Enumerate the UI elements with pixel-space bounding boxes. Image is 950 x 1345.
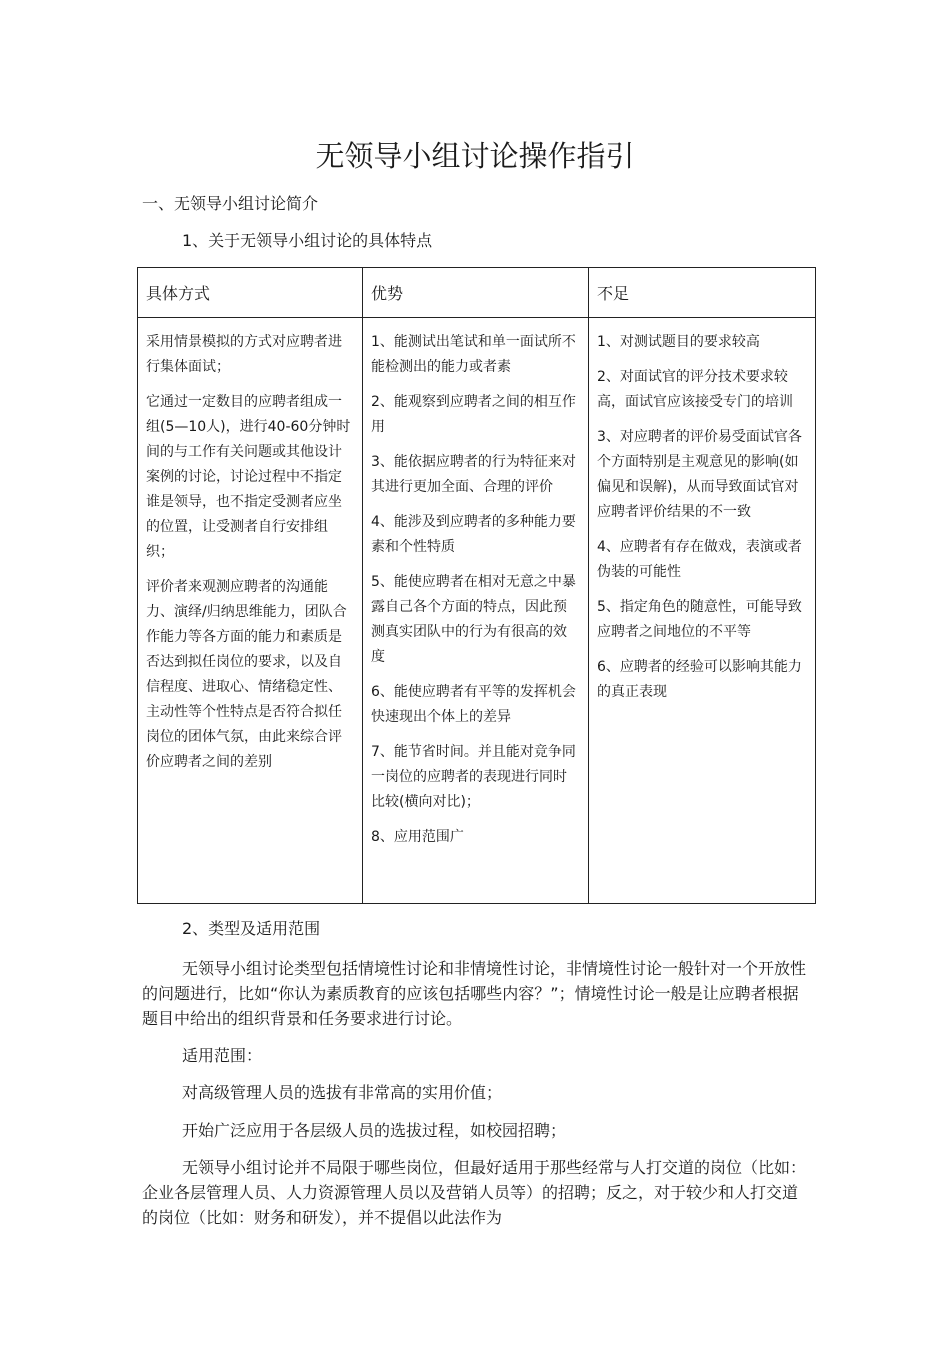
scope-label [142, 1043, 807, 1068]
scope-item-text: 对高级管理人员的选拔有非常高的实用价值； [182, 1083, 503, 1102]
advantage-item: 8、应用范围广 [371, 829, 464, 845]
disadvantage-item: 1、对测试题目的要求较高 [597, 334, 760, 350]
disadvantages-cell [589, 318, 816, 904]
method-paragraph: 它通过一定数目的应聘者组成一组(5—10人)，进行40-60分钟时间的与工作有关问题或其他设计案例的讨论，讨论过程中不指定谁是领导，也不指定受测者应坐的位置，让受测者自行安排组织； [146, 394, 351, 560]
document-title: 无领导小组讨论操作指引 [315, 139, 635, 173]
section-heading-intro: 一、无领导小组讨论简介 [142, 194, 319, 213]
advantage-item: 7、能节省时间。并且能对竞争同一岗位的应聘者的表现进行同时比较(横向对比)； [371, 744, 576, 810]
column-header-method: 具体方式 [138, 268, 363, 318]
subsection-heading-types: 2、类型及适用范围 [182, 919, 321, 938]
advantage-item: 1、能测试出笔试和单一面试所不能检测出的能力或者素 [371, 334, 576, 375]
column-header-disadvantages: 不足 [589, 268, 816, 318]
types-paragraph [142, 956, 807, 1031]
scope-item-text: 无领导小组讨论并不局限于哪些岗位，但最好适用于那些经常与人打交道的岗位（比如：企业各层管理人员、人力资源管理人员以及营销人员等）的招聘；反之，对于较少和人打交道的岗位（比如：财务和研发），并不提倡以此法作为 [142, 1158, 807, 1227]
disadvantage-item: 2、对面试官的评分技术要求较高，面试官应该接受专门的培训 [597, 369, 793, 410]
disadvantage-item: 5、指定角色的随意性，可能导致应聘者之间地位的不平等 [597, 599, 802, 640]
column-header-advantages: 优势 [363, 268, 589, 318]
types-text: 无领导小组讨论类型包括情境性讨论和非情境性讨论，非情境性讨论一般针对一个开放性的问题进行，比如“你认为素质教育的应该包括哪些内容？”；情境性讨论一般是让应聘者根据题目中给出的组织背景和任务要求进行讨论。 [142, 959, 807, 1028]
advantages-cell [363, 318, 589, 904]
scope-item-text: 开始广泛应用于各层级人员的选拔过程，如校园招聘； [182, 1121, 567, 1140]
method-cell [138, 318, 363, 904]
method-paragraph: 采用情景模拟的方式对应聘者进行集体面试； [146, 334, 342, 375]
advantage-item: 2、能观察到应聘者之间的相互作用 [371, 394, 576, 435]
advantage-item: 4、能涉及到应聘者的多种能力要素和个性特质 [371, 514, 576, 555]
table-header-row [138, 268, 816, 318]
disadvantage-item: 4、应聘者有存在做戏，表演或者伪装的可能性 [597, 539, 802, 580]
disadvantage-item: 3、对应聘者的评价易受面试官各个方面特别是主观意见的影响(如偏见和误解)，从而导致面试官对应聘者评价结果的不一致 [597, 429, 802, 520]
advantage-item: 3、能依据应聘者的行为特征来对其进行更加全面、合理的评价 [371, 454, 576, 495]
scope-label-text: 适用范围： [182, 1046, 263, 1065]
scope-item [142, 1118, 807, 1143]
features-table [137, 267, 816, 904]
table-body-row [138, 318, 816, 904]
scope-item [142, 1080, 807, 1105]
advantage-item: 6、能使应聘者有平等的发挥机会快速现出个体上的差异 [371, 684, 576, 725]
disadvantage-item: 6、应聘者的经验可以影响其能力的真正表现 [597, 659, 802, 700]
advantage-item: 5、能使应聘者在相对无意之中暴露自己各个方面的特点，因此预测真实团队中的行为有很高的效度 [371, 574, 576, 665]
scope-item [142, 1155, 807, 1230]
subsection-heading-features: 1、关于无领导小组讨论的具体特点 [182, 231, 433, 250]
method-paragraph: 评价者来观测应聘者的沟通能力、演绎/归纳思维能力，团队合作能力等各方面的能力和素质是否达到拟任岗位的要求，以及自信程度、进取心、情绪稳定性、主动性等个性特点是否符合拟任岗位的团体气氛，由此来综合评价应聘者之间的差别 [146, 579, 347, 770]
